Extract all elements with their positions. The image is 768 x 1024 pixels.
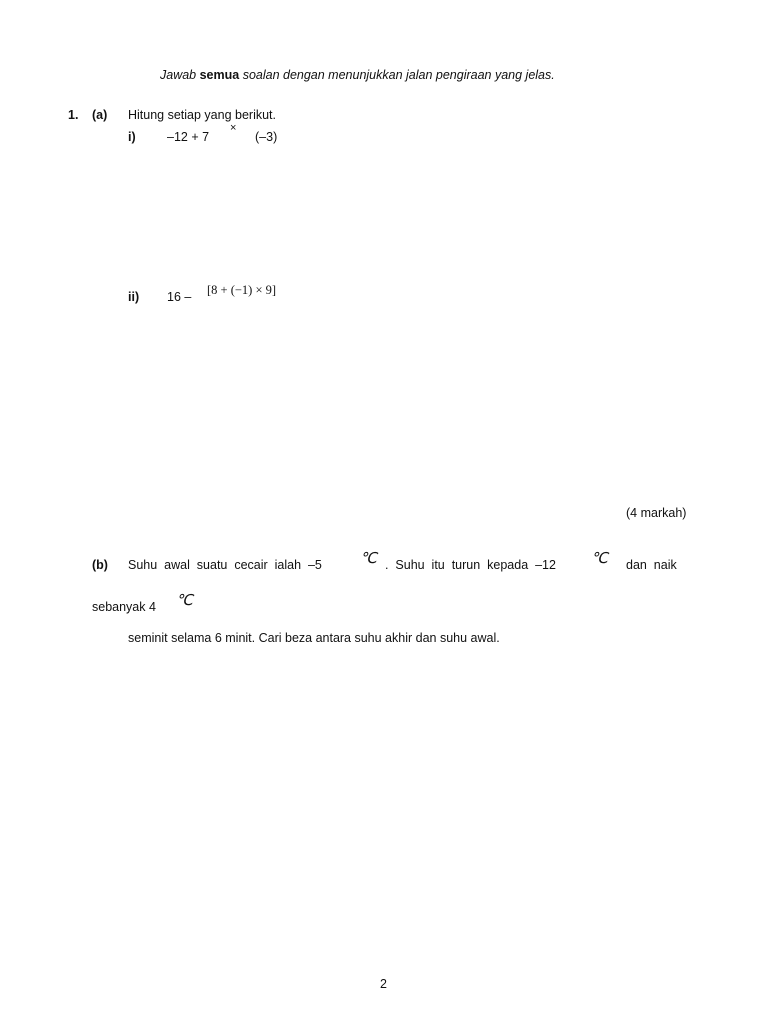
subpart-ii-label: ii)	[128, 290, 140, 304]
degree-celsius-2: ℃	[591, 551, 608, 567]
instruction-bold: semua	[199, 68, 240, 82]
instruction-line	[160, 68, 555, 82]
page-number: 2	[380, 977, 387, 991]
subpart-ii-left: 16 –	[167, 290, 192, 304]
part-b-line1-seg2: . Suhu itu turun kepada –12	[385, 558, 556, 572]
subpart-i-left: –12 + 7	[167, 130, 210, 144]
part-b-label: (b)	[92, 558, 108, 572]
part-b-line3: seminit selama 6 minit. Cari beza antara suhu akhir dan suhu awal.	[128, 631, 500, 645]
degree-celsius-1: ℃	[360, 551, 377, 567]
part-b-line1-seg1: Suhu awal suatu cecair ialah –5	[128, 558, 322, 572]
bracket-expression: [8 + (−1) × 9]	[207, 283, 277, 297]
instruction-text-1: Jawab	[160, 68, 200, 82]
marks-label: (4 markah)	[626, 506, 687, 520]
part-a-label: (a)	[92, 108, 108, 122]
instruction-text-2: soalan dengan menunjukkan jalan pengiraan yang jelas.	[239, 68, 555, 82]
question-number: 1.	[68, 108, 79, 122]
part-b-line1-seg3: dan naik	[626, 558, 677, 572]
degree-celsius-3: ℃	[176, 593, 193, 609]
subpart-i-label: i)	[128, 130, 136, 144]
multiply-symbol: ×	[230, 122, 237, 134]
part-a-stem: Hitung setiap yang berikut.	[128, 108, 277, 122]
subpart-i-right: (–3)	[255, 130, 278, 144]
part-b-line2: sebanyak 4	[92, 600, 156, 614]
